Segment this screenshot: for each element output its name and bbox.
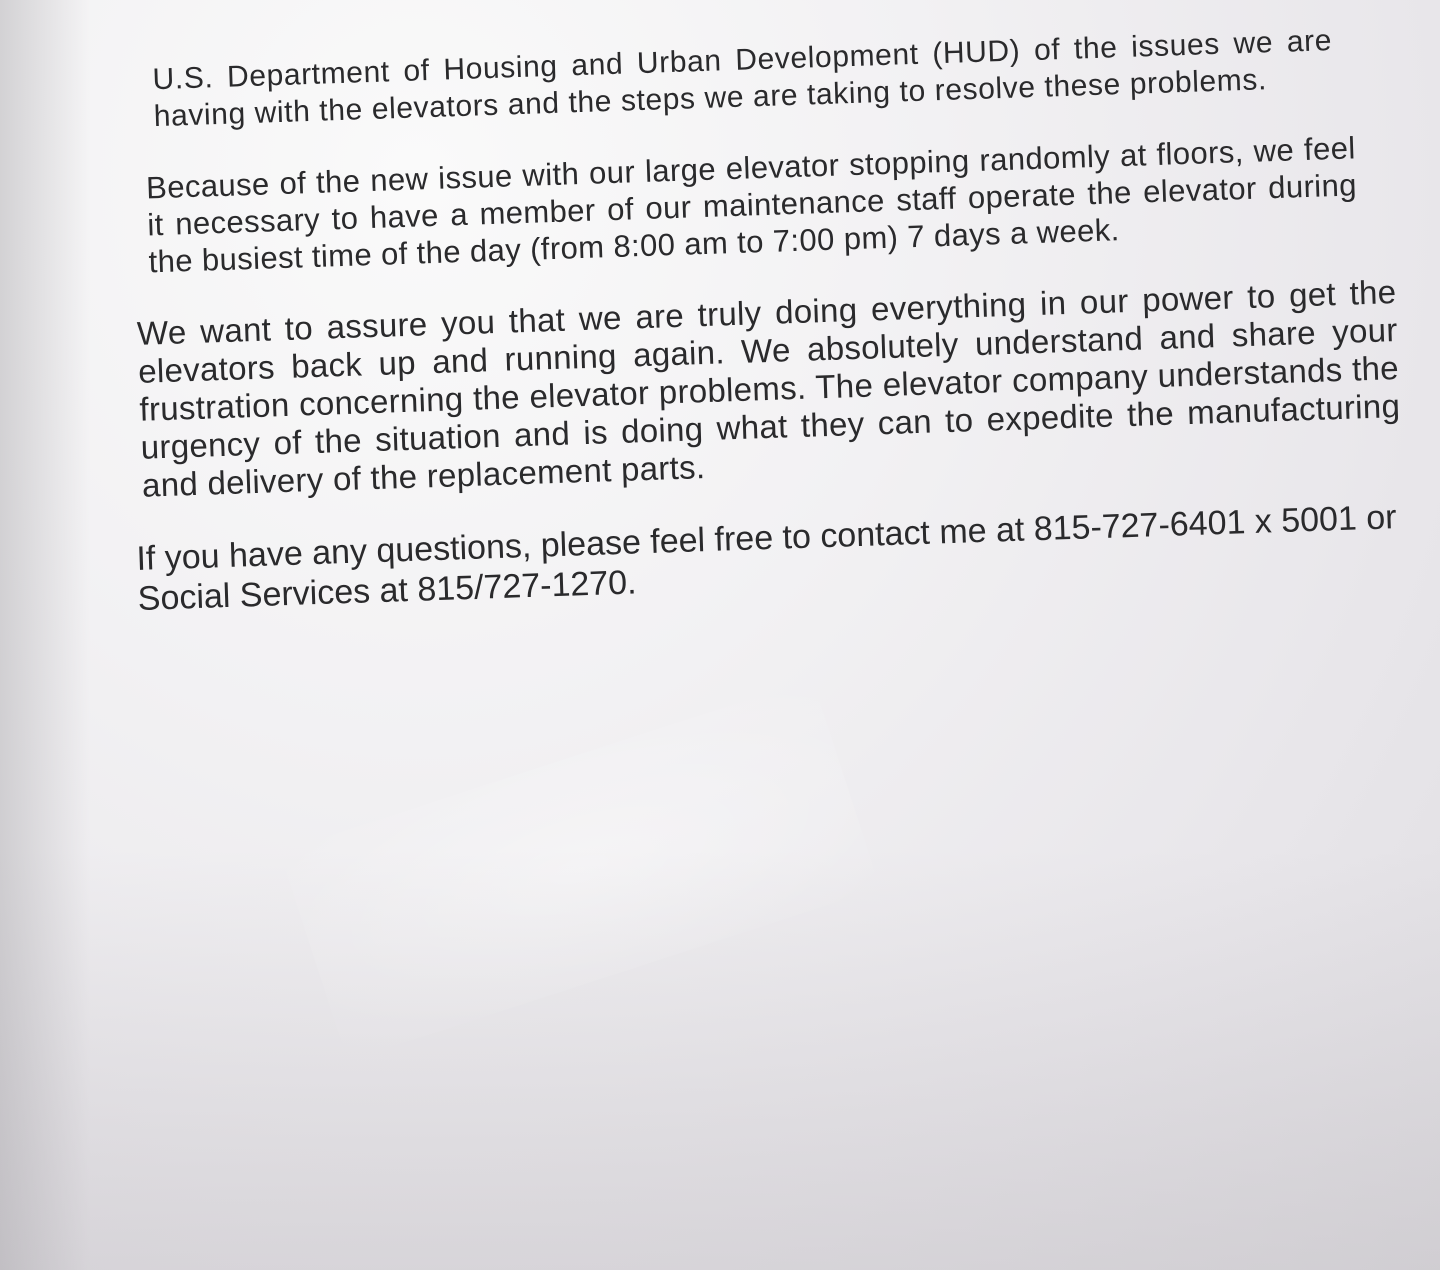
paragraph-assurance: We want to assure you that we are truly doing everything in our power to get the elevators back up and running again. We absolutely understand and share your frustration concerning the elevator problems. The elevator company understands the urgency of the situation and is doing what they can to expedite the manufacturing and delivery of the replacement parts. (136, 273, 1401, 504)
paragraph-contact-info: If you have any questions, please feel free to contact me at 815-727-6401 x 5001 or Social Services at 815/727-1270. (135, 498, 1398, 618)
paragraph-hud-notice: U.S. Department of Housing and Urban Development (HUD) of the issues we are having with the elevators and the steps we are taking to resolve these problems. (152, 24, 1333, 134)
paragraph-elevator-operator: Because of the new issue with our large elevator stopping randomly at floors, we feel it necessary to have a member of our maintenance staff operate the elevator during the busiest time of the day (from 8:00 am to 7:00 pm) 7 days a week. (145, 130, 1358, 280)
letter-body (128, 21, 1401, 652)
